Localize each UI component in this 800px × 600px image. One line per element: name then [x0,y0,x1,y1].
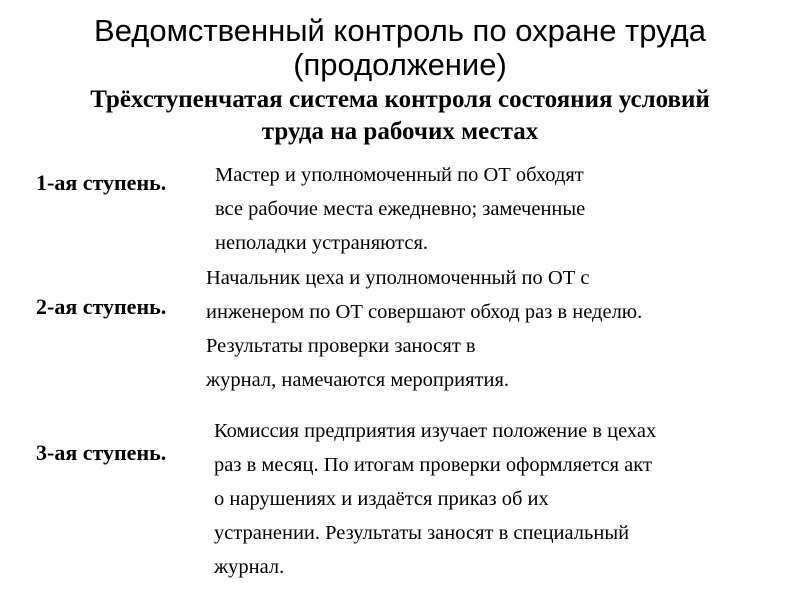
stage-2-text-line: журнал, намечаются мероприятия. [206,369,510,391]
stage-2-label: 2-ая ступень. [36,294,167,319]
title-line: Ведомственный контроль по охране труда [94,13,706,48]
stage-3-text-line: журнал. [214,556,285,578]
title-line: (продолжение) [293,47,507,82]
stage-2-text-line: инженером по ОТ совершают обход раз в неделю. [206,301,643,323]
subtitle-line: труда на рабочих местах [261,118,539,145]
stage-3-text-line: о нарушениях и издаётся приказ об их [214,488,549,510]
stage-3-text-line: Комиссия предприятия изучает положение в цехах [214,420,657,442]
stage-1-label: 1-ая ступень. [36,170,167,195]
stage-1-text-line: все рабочие места ежедневно; замеченные [215,198,586,220]
stage-2-text-line: Результаты проверки заносят в [206,335,476,357]
stage-2-text [206,261,642,397]
stage-3-text-line: устранении. Результаты заносят в специальный [214,522,630,544]
stage-2-text-line: Начальник цеха и уполномоченный по ОТ с [206,267,590,289]
stage-3-label: 3-ая ступень. [36,440,167,465]
stage-1-text-line: неполадки устраняются. [215,232,429,254]
stage-3-text [214,414,656,584]
slide-title [0,14,800,82]
stage-1-text-line: Мастер и уполномоченный по ОТ обходят [215,164,584,186]
subtitle-line: Трёхступенчатая система контроля состояния условий [90,86,710,113]
stage-1-text [215,158,585,260]
slide-subtitle [0,84,800,148]
stage-3-text-line: раз в месяц. По итогам проверки оформляется акт [214,454,652,476]
